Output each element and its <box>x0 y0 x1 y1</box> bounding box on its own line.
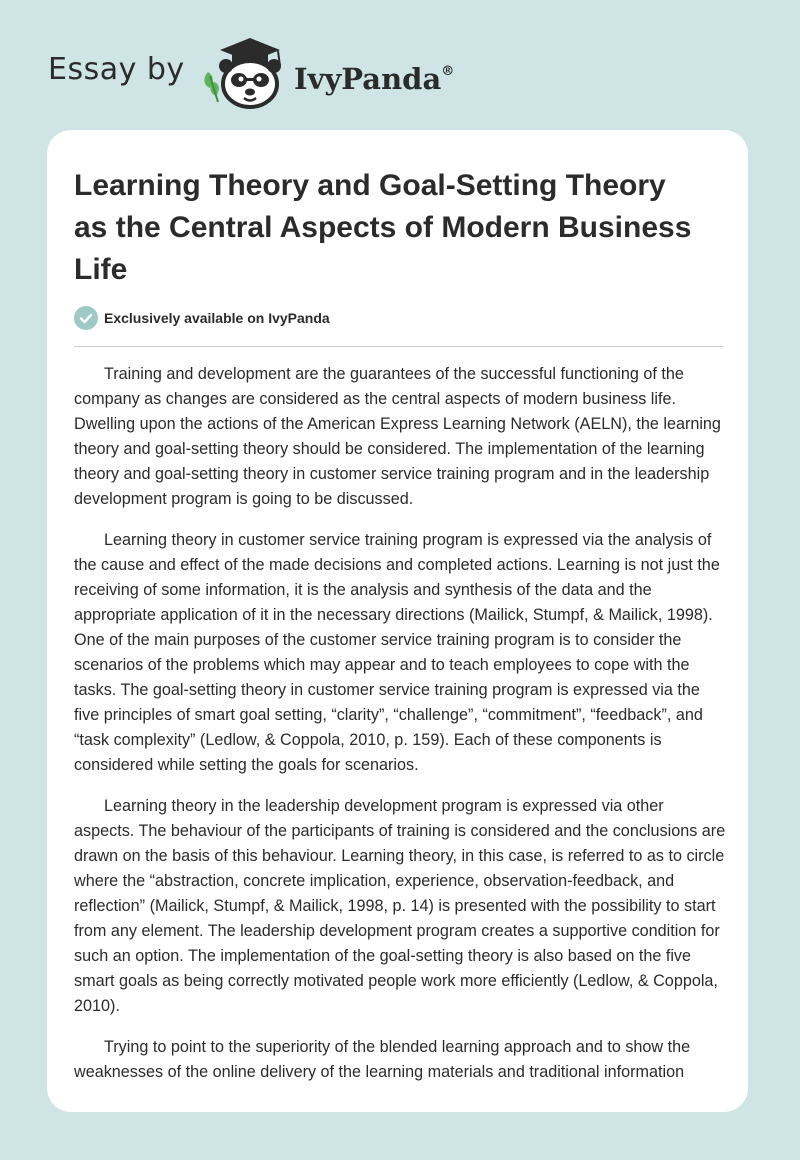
panda-logo-icon[interactable] <box>200 32 292 110</box>
essay-body <box>74 362 726 1101</box>
check-circle-icon <box>74 306 98 330</box>
site-header <box>0 0 800 130</box>
divider <box>74 346 723 347</box>
exclusive-badge-label: Exclusively available on IvyPanda <box>104 310 330 326</box>
paragraph: Trying to point to the superiority of the blended learning approach and to show the weaknesses of the online delivery of the learning materials and traditional information <box>74 1038 691 1081</box>
paragraph: Learning theory in customer service training program is expressed via the analysis of the cause and effect of the made decisions and completed actions. Learning is not just the receiving of some information, it is the analysis and synthesis of the data and the appropriate application of it in the necessary directions (Mailick, Stumpf, & Mailick, 1998). One of the main purposes of the customer service training program is to consider the scenarios of the problems which may appear and to teach employees to cope with the tasks. The goal-setting theory in customer service training program is expressed via the five principles of smart goal setting, “clarity”, “challenge”, “commitment”, “feedback”, and “task complexity” (Ledlow, & Coppola, 2010, p. 159). Each of these components is considered while setting the goals for scenarios. <box>74 531 720 774</box>
essay-by-label: Essay by <box>48 52 185 87</box>
page-title: Learning Theory and Goal-Setting Theory as the Central Aspects of Modern Business Life <box>74 169 692 286</box>
essay-card <box>47 130 748 1112</box>
exclusive-badge <box>74 306 330 330</box>
paragraph: Learning theory in the leadership development program is expressed via other aspects. The behaviour of the participants of training is considered and the conclusions are drawn on the basis of this behaviour. Learning theory, in this case, is referred to as to circle where the “abstraction, concrete implication, experience, observation-feedback, and reflection” (Mailick, Stumpf, & Mailick, 1998, p. 14) is presented with the possibility to start from any element. The leadership development program creates a supportive condition for such an option. The implementation of the goal-setting theory is also based on the five smart goals as being correctly motivated people work more efficiently (Ledlow, & Coppola, 2010). <box>74 797 726 1015</box>
leaf-icon <box>204 72 218 102</box>
brand-name[interactable]: IvyPanda® <box>294 62 455 96</box>
paragraph: Training and development are the guarantees of the successful functioning of the company as changes are considered as the central aspects of modern business life. Dwelling upon the actions of the American Express Learning Network (AELN), the learning theory and goal-setting theory should be considered. The implementation of the learning theory and goal-setting theory in customer service training program and in the leadership development program is going to be discussed. <box>74 365 721 508</box>
